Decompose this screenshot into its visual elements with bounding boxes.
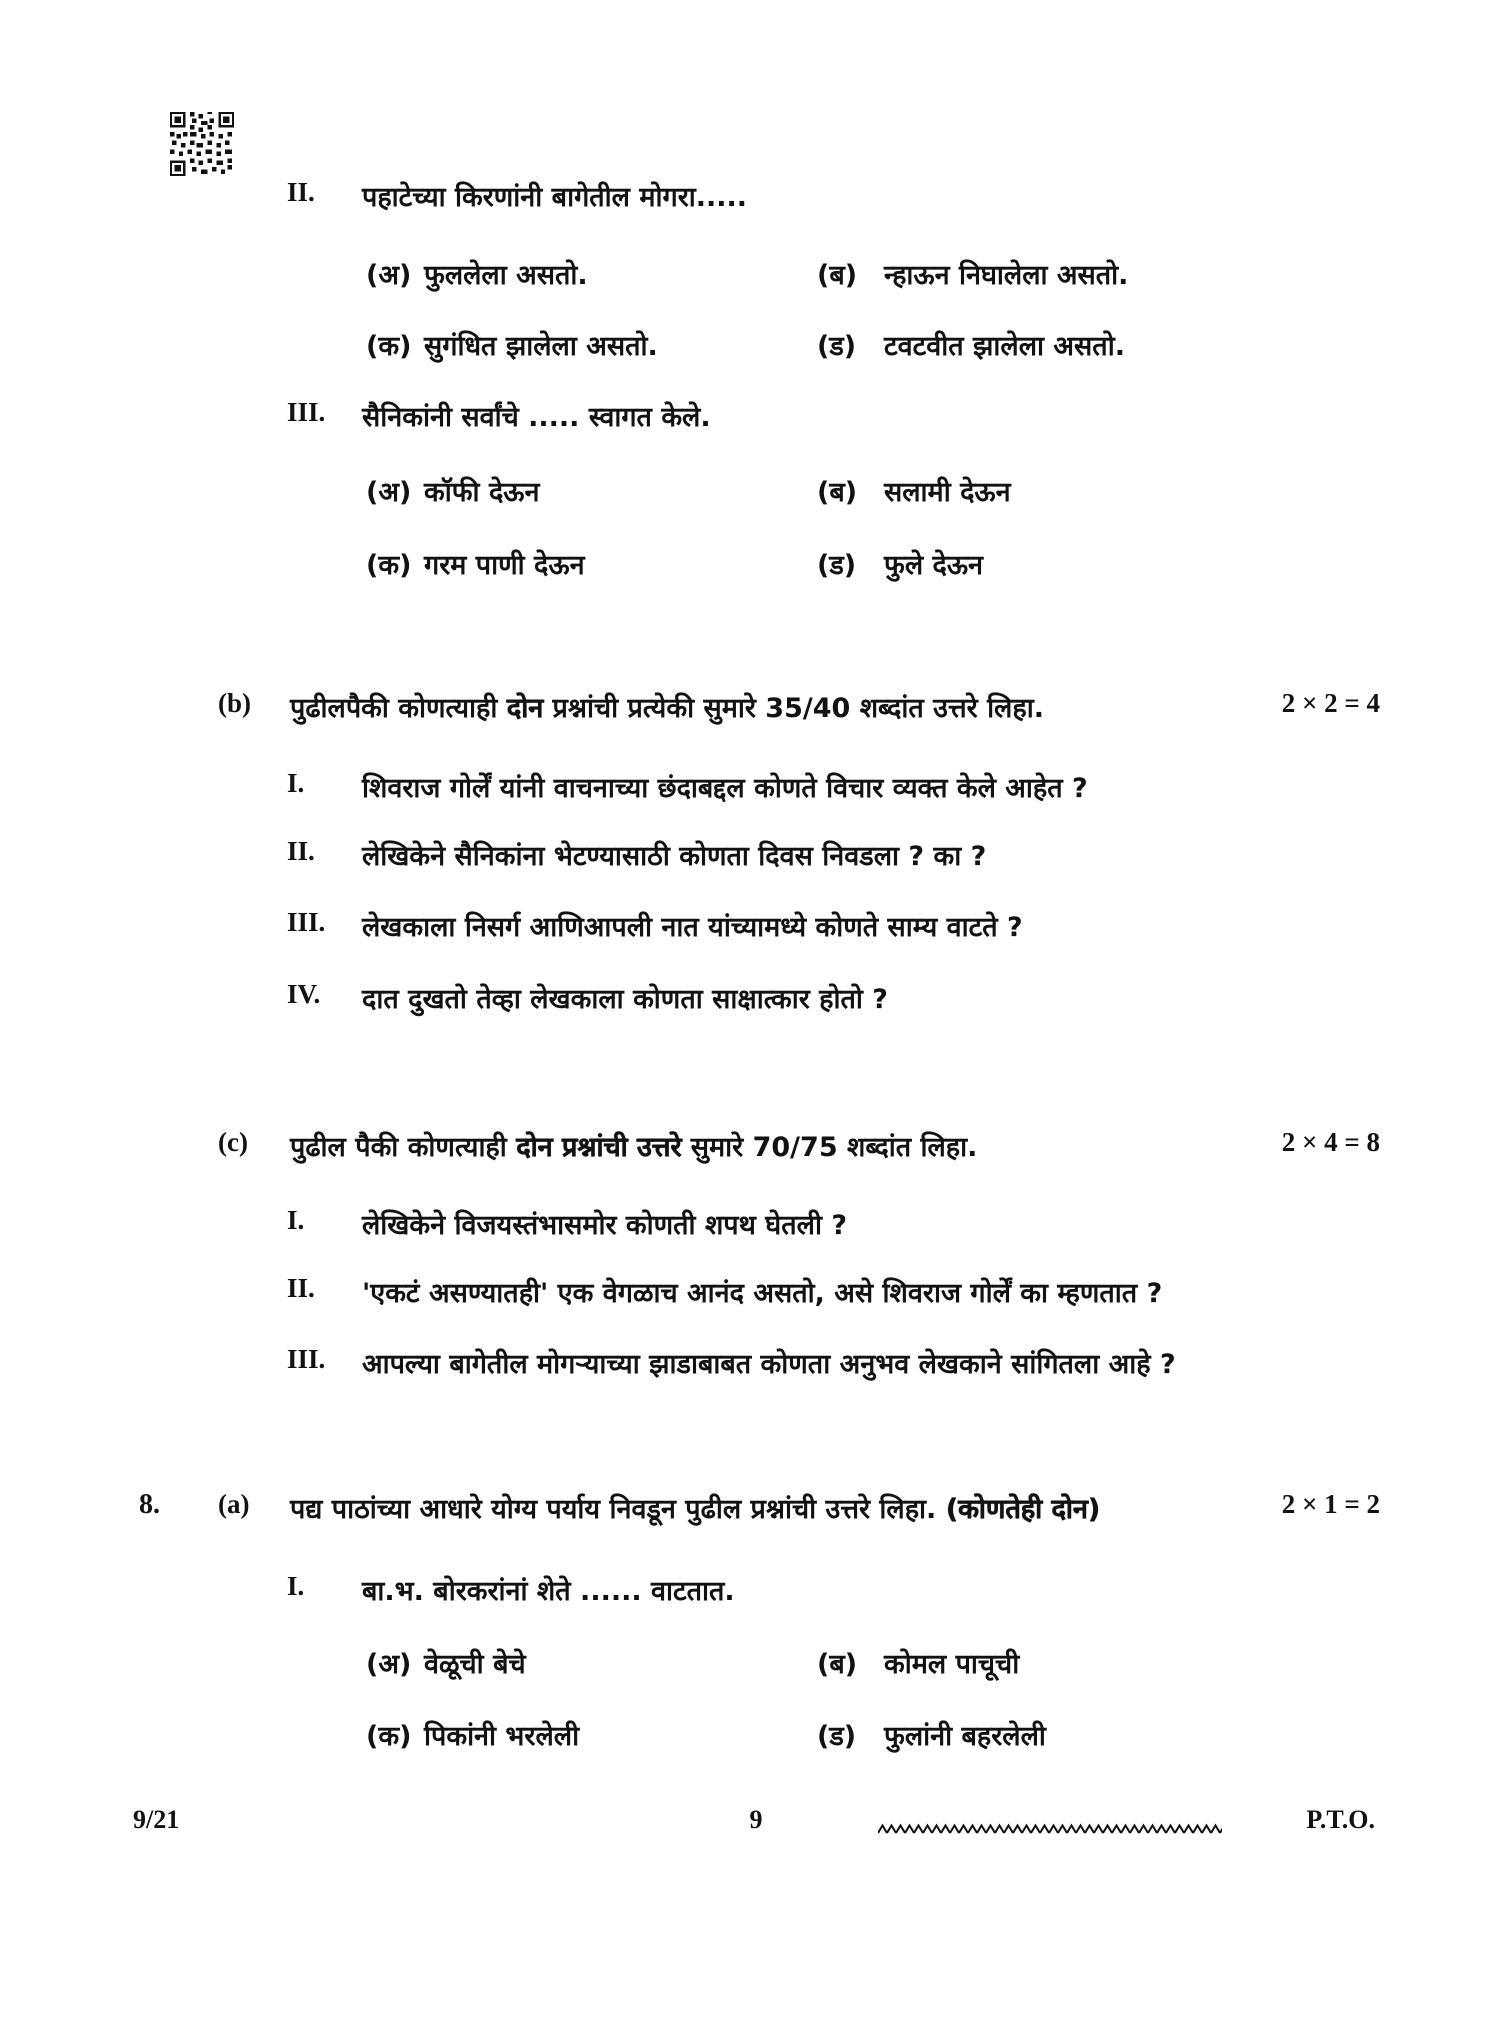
option-label: (ड) xyxy=(817,331,857,362)
fill-blank-question-row xyxy=(0,397,1505,437)
question-text: लेखिकेने सैनिकांना भेटण्यासाठी कोणता दिवस निवडला ? का ? xyxy=(362,841,987,872)
question-number: I. xyxy=(287,768,305,798)
option-label: (ड) xyxy=(817,550,857,581)
qr-code-icon xyxy=(170,112,234,176)
option-text: कोमल पाचूची xyxy=(884,1649,1020,1680)
option-text: वेळूची बेचे xyxy=(424,1649,526,1680)
main-question-number: 8. xyxy=(139,1489,160,1520)
page-footer xyxy=(0,1805,1505,1845)
option-text: टवटवीत झालेला असतो. xyxy=(884,331,1125,362)
fill-blank-question-row xyxy=(0,1571,1505,1611)
option-text: गरम पाणी देऊन xyxy=(424,550,585,581)
section-label: (a) xyxy=(218,1489,250,1519)
subquestion-row xyxy=(0,1205,1505,1245)
section-label: (b) xyxy=(218,688,251,718)
heading-emphasis: दोन प्रश्नांची उत्तरे xyxy=(516,1132,682,1163)
subquestion-row xyxy=(0,1344,1505,1384)
question-number: I. xyxy=(287,1205,305,1235)
option-label: (ब) xyxy=(817,477,858,508)
fill-blank-question-row xyxy=(0,177,1505,217)
subquestion-row xyxy=(0,907,1505,947)
question-text: पहाटेच्या किरणांनी बागेतील मोगरा..... xyxy=(362,182,748,213)
options-row xyxy=(0,255,1505,295)
question-number: IV. xyxy=(287,979,321,1009)
heading-text: सुमारे 70/75 शब्दांत लिहा. xyxy=(681,1132,978,1163)
page-number: 9 xyxy=(749,1805,763,1834)
question-text: लेखकाला निसर्ग आणिआपली नात यांच्यामध्ये कोणते साम्य वाटते ? xyxy=(362,912,1023,943)
pto-label: P.T.O. xyxy=(1306,1805,1375,1834)
option-label: (क) xyxy=(366,1721,412,1752)
wavy-line xyxy=(878,1822,1222,1836)
question-number: II. xyxy=(287,1273,315,1303)
option-label: (ब) xyxy=(817,1649,858,1680)
marks-value: 2 × 2 = 4 xyxy=(1281,688,1380,718)
subquestion-row xyxy=(0,979,1505,1019)
subquestion-row xyxy=(0,1273,1505,1313)
options-row xyxy=(0,545,1505,585)
option-text: कॉफी देऊन xyxy=(424,477,540,508)
option-label: (अ) xyxy=(366,1649,412,1680)
marks-value: 2 × 4 = 8 xyxy=(1281,1127,1380,1157)
section-heading-row xyxy=(0,1127,1505,1167)
option-text: पिकांनी भरलेली xyxy=(424,1721,580,1752)
option-label: (अ) xyxy=(366,260,412,291)
option-text: फुले देऊन xyxy=(884,550,984,581)
heading-emphasis: (कोणतेही दोन) xyxy=(945,1494,1101,1525)
section-heading-row xyxy=(0,688,1505,728)
question-number: III. xyxy=(287,397,326,427)
options-row xyxy=(0,326,1505,366)
options-row xyxy=(0,1716,1505,1756)
question-text: दात दुखतो तेव्हा लेखकाला कोणता साक्षात्कार होतो ? xyxy=(362,984,888,1015)
option-text: सलामी देऊन xyxy=(884,477,1011,508)
question-text: आपल्या बागेतील मोगऱ्याच्या झाडाबाबत कोणता अनुभव लेखकाने सांगितला आहे ? xyxy=(362,1349,1176,1380)
paper-code: 9/21 xyxy=(133,1805,180,1834)
question-number: I. xyxy=(287,1571,305,1601)
question-heading-row xyxy=(0,1489,1505,1529)
option-text: न्हाऊन निघालेला असतो. xyxy=(884,260,1129,291)
option-text: सुगंधित झालेला असतो. xyxy=(424,331,658,362)
options-row xyxy=(0,472,1505,512)
heading-text: पद्य पाठांच्या आधारे योग्य पर्याय निवडून पुढील प्रश्नांची उत्तरे लिहा. xyxy=(290,1494,946,1525)
heading-text: पुढील पैकी कोणत्याही xyxy=(290,1132,517,1163)
options-row xyxy=(0,1644,1505,1684)
option-text: फुललेला असतो. xyxy=(424,260,588,291)
section-heading xyxy=(290,1127,977,1164)
question-number: II. xyxy=(287,177,315,207)
question-number: III. xyxy=(287,1344,326,1374)
section-heading xyxy=(290,1489,1100,1526)
subquestion-row xyxy=(0,836,1505,876)
question-number: II. xyxy=(287,836,315,866)
option-label: (क) xyxy=(366,550,412,581)
question-text: लेखिकेने विजयस्तंभासमोर कोणती शपथ घेतली ? xyxy=(362,1210,847,1241)
option-label: (ब) xyxy=(817,260,858,291)
question-text: सैनिकांनी सर्वांचे ..... स्वागत केले. xyxy=(362,402,711,433)
option-label: (ड) xyxy=(817,1721,857,1752)
option-label: (क) xyxy=(366,331,412,362)
heading-text: पुढीलपैकी कोणत्याही xyxy=(290,693,507,724)
option-text: फुलांनी बहरलेली xyxy=(884,1721,1046,1752)
heading-text: प्रश्नांची प्रत्येकी सुमारे 35/40 शब्दांत उत्तरे लिहा. xyxy=(543,693,1044,724)
question-text: बा.भ. बोरकरांनां शेते ...... वाटतात. xyxy=(362,1576,735,1607)
question-text: 'एकटं असण्यातही' एक वेगळाच आनंद असतो, असे शिवराज गोर्लें का म्हणतात ? xyxy=(362,1278,1163,1309)
subquestion-row xyxy=(0,768,1505,808)
question-text: शिवराज गोर्लें यांनी वाचनाच्या छंदाबद्दल कोणते विचार व्यक्त केले आहेत ? xyxy=(362,773,1088,804)
heading-emphasis: दोन xyxy=(506,693,544,724)
option-label: (अ) xyxy=(366,477,412,508)
marks-value: 2 × 1 = 2 xyxy=(1281,1489,1380,1519)
section-label: (c) xyxy=(218,1127,248,1157)
question-number: III. xyxy=(287,907,326,937)
section-heading xyxy=(290,688,1044,725)
